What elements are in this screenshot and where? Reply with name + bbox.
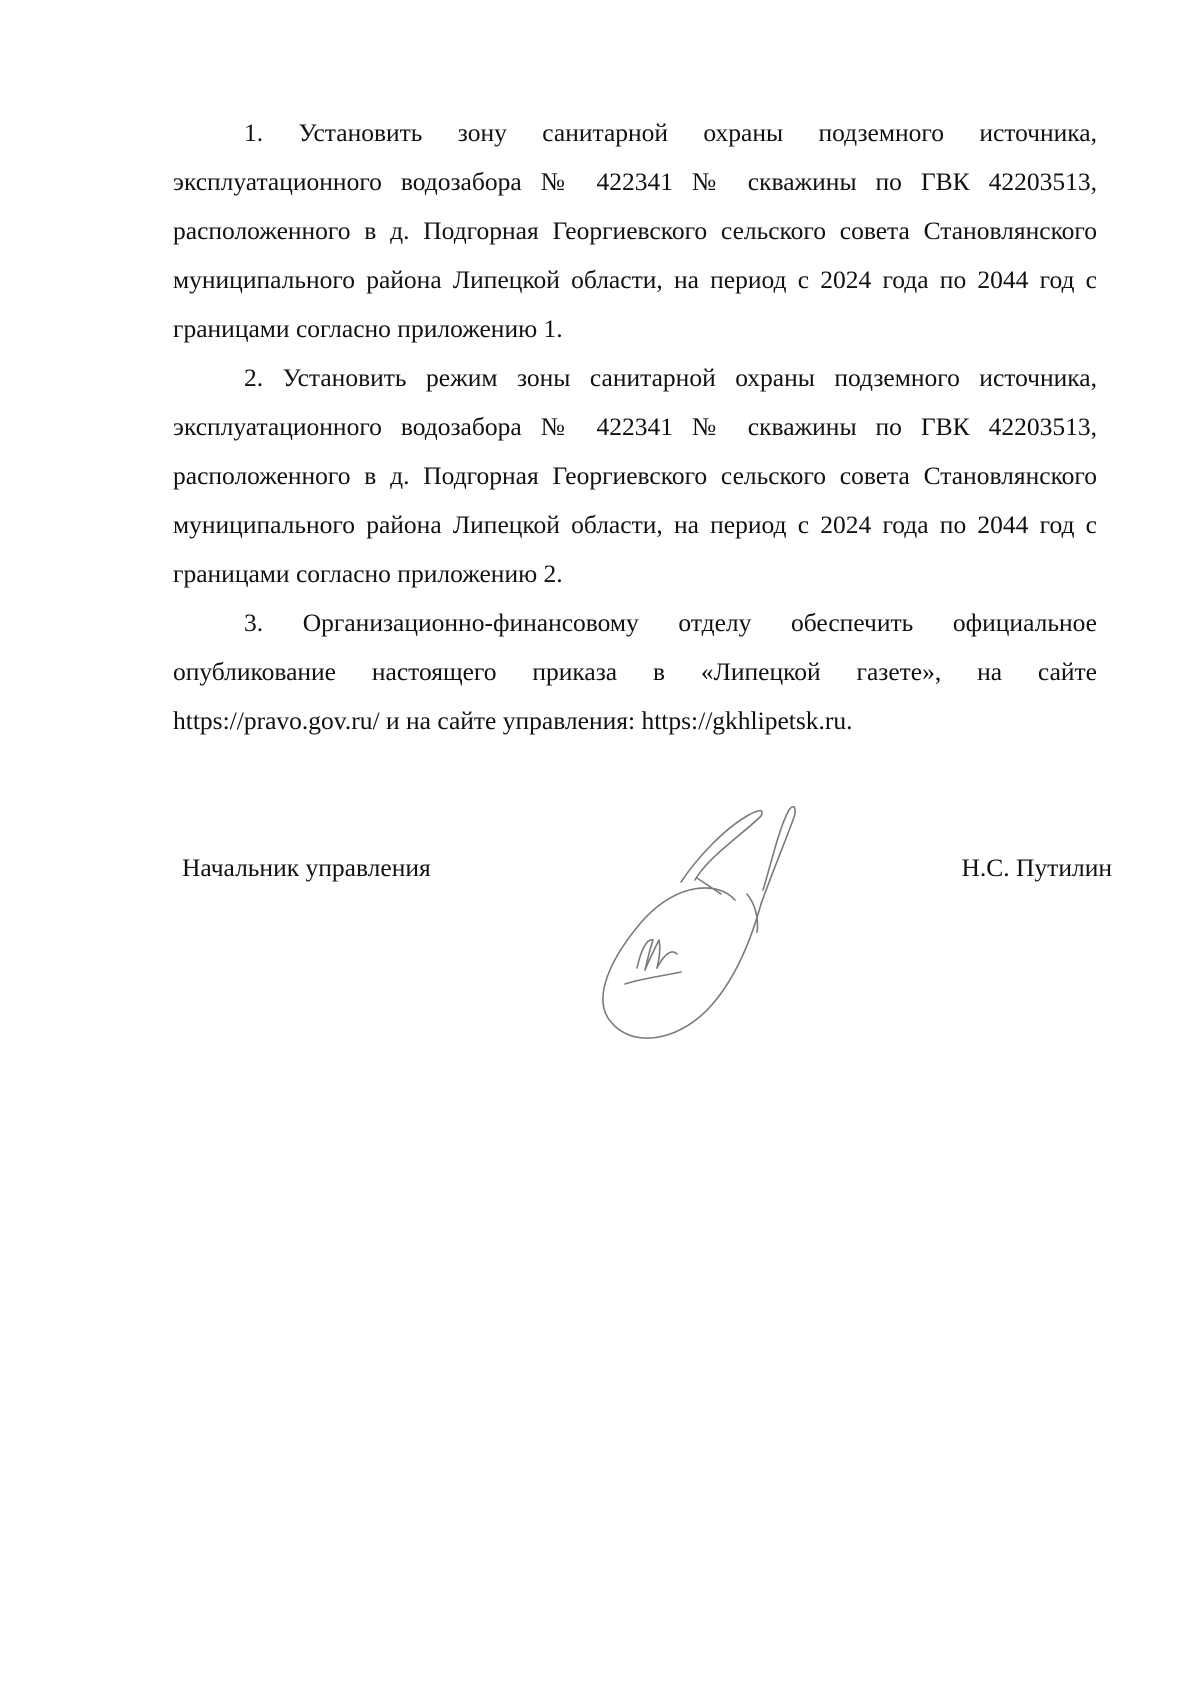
paragraph-1: 1. Установить зону санитарной охраны подземного источника, эксплуатационного водозабора № 422341 № скважины по ГВК 42203513, расположенного в д. Подгорная Георгиевского сельского совета Становлянского муниципального района Липецкой области, на период с 2024 года по 2044 год с границами согласно приложению 1.	[173, 118, 1097, 343]
document-body	[173, 108, 1097, 745]
position-title: Начальник управления	[182, 853, 431, 882]
paragraph-2: 2. Установить режим зоны санитарной охраны подземного источника, эксплуатационного водозабора № 422341 № скважины по ГВК 42203513, расположенного в д. Подгорная Георгиевского сельского совета Становлянского муниципального района Липецкой области, на период с 2024 года по 2044 год с границами согласно приложению 2.	[173, 363, 1097, 588]
signer-name: Н.С. Путилин	[961, 853, 1112, 882]
handwritten-signature-icon	[585, 772, 845, 1052]
paragraph-3: 3. Организационно-финансовому отделу обеспечить официальное опубликование настоящего приказа в «Липецкой газете», на сайте https://pravo.gov.ru/ и на сайте управления: https://gkhlipetsk.ru.	[173, 608, 1097, 735]
